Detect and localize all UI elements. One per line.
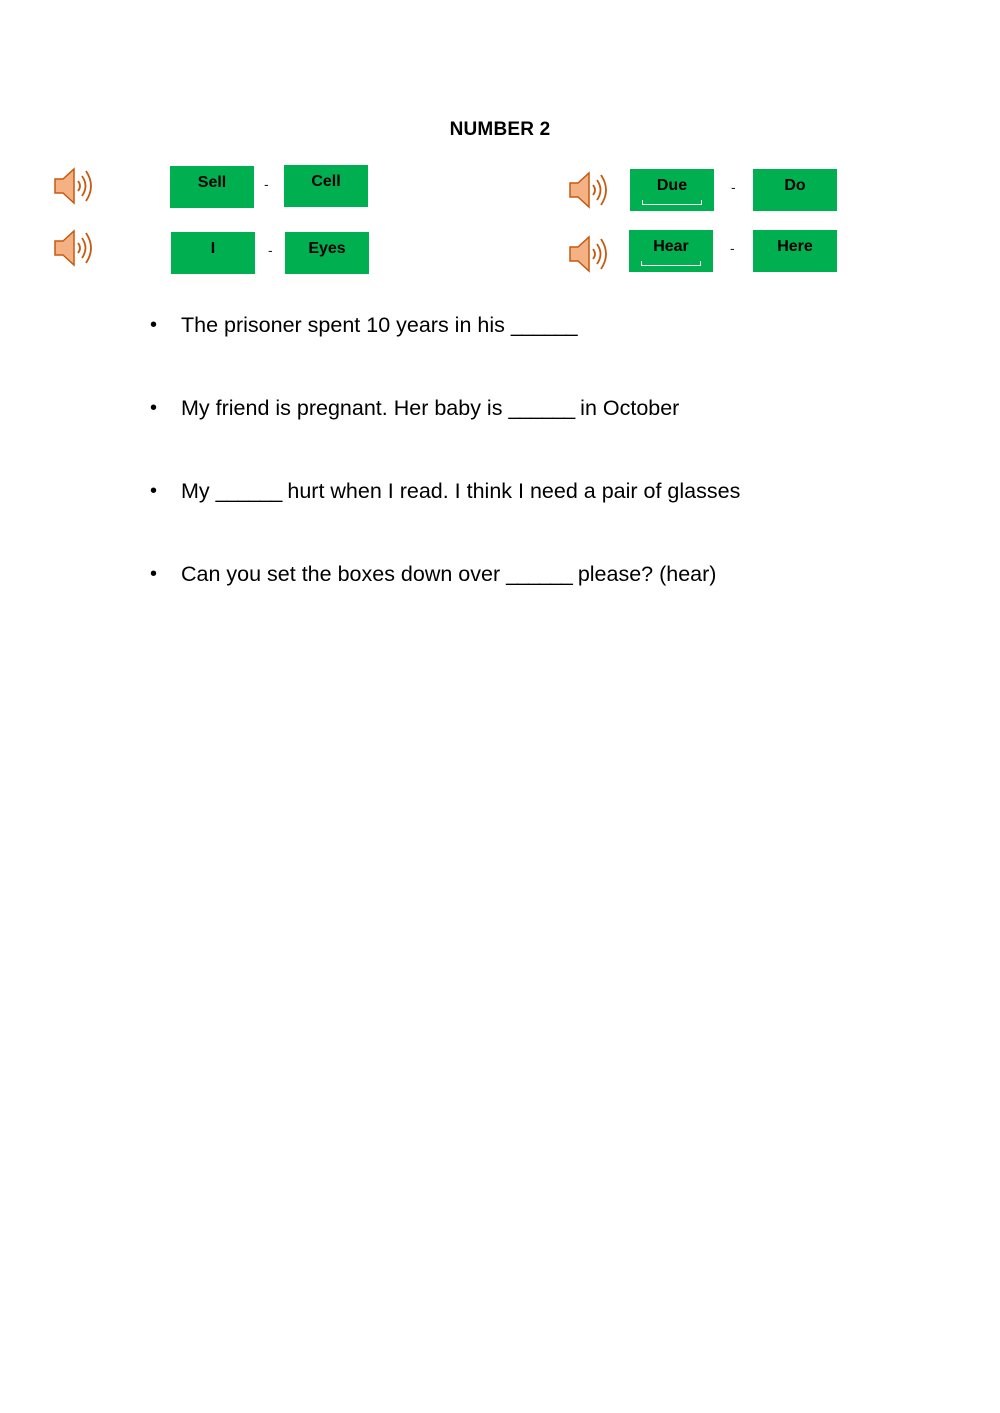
pair-separator: - — [730, 240, 735, 256]
answer-blank[interactable]: ______ — [215, 479, 282, 503]
word-card-due[interactable] — [630, 169, 714, 211]
sentence-list — [150, 309, 950, 641]
sentence-text-before: My friend is pregnant. Her baby is — [181, 396, 509, 420]
pair-separator: - — [731, 179, 736, 195]
sentence-text-after: please? (hear) — [571, 562, 717, 586]
speaker-icon[interactable] — [567, 232, 613, 276]
sentence-item — [150, 558, 950, 641]
word-card-label: Hear — [653, 238, 689, 255]
word-card-label: Due — [656, 177, 688, 194]
sentence-item — [150, 475, 950, 558]
speaker-icon[interactable] — [52, 164, 98, 208]
speaker-icon[interactable] — [567, 168, 613, 212]
answer-blank[interactable]: ______ — [508, 396, 575, 420]
bullet: • — [150, 314, 158, 336]
sentence-text-before: Can you set the boxes down over — [181, 562, 507, 586]
speaker-icon[interactable] — [52, 226, 98, 270]
sentence-text-after: hurt when I read. I think I need a pair of glasses — [281, 479, 741, 503]
sentence-item — [150, 392, 950, 475]
word-card-hear[interactable] — [629, 230, 713, 272]
sentence-text-after: in October — [574, 396, 680, 420]
word-card-do[interactable]: Do — [753, 169, 837, 211]
drop-target-line — [642, 200, 702, 205]
sentence-item — [150, 309, 950, 392]
bullet: • — [150, 563, 158, 585]
word-card-i[interactable]: I — [171, 232, 255, 274]
bullet: • — [150, 397, 158, 419]
pair-separator: - — [264, 176, 269, 192]
word-card-sell[interactable]: Sell — [170, 166, 254, 208]
pair-separator: - — [268, 242, 273, 258]
word-card-eyes[interactable]: Eyes — [285, 232, 369, 274]
sentence-text-before: My — [181, 479, 216, 503]
drop-target-line — [641, 261, 701, 266]
word-card-cell[interactable]: Cell — [284, 165, 368, 207]
page-title: NUMBER 2 — [449, 119, 551, 140]
sentence-text-before: The prisoner spent 10 years in his — [181, 313, 511, 337]
answer-blank[interactable]: ______ — [506, 562, 572, 586]
word-card-here[interactable]: Here — [753, 230, 837, 272]
bullet: • — [150, 480, 158, 502]
answer-blank[interactable]: ______ — [510, 313, 577, 337]
